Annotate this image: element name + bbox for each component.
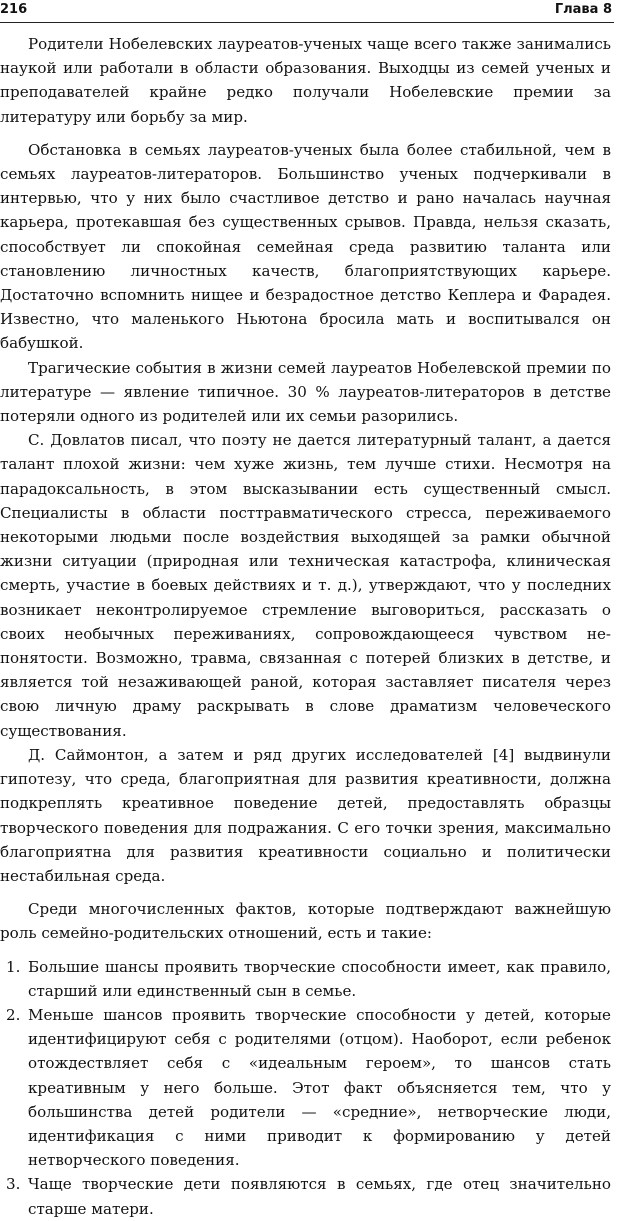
paragraph-5: Д. Саймонтон, а затем и ряд других исследователей [4] выдвинули гипотезу, что среда, благоприятная для развития креативности, должна подкреплять креативное поведение детей, предоставлять образцы творческого поведения для подражания. С его точки зрения, максимально благоприятна для развития креативности социально и политически нестабильная среда.: [0, 745, 611, 885]
facts-list: [0, 955, 611, 1221]
list-item-text: Большие шансы проявить творческие способности имеет, как правило, старший или единственный сын в семье.: [28, 957, 611, 1000]
paragraph-1: Родители Нобелевских лауреатов-ученых чаще всего также занимались наукой или работали в области образования. Выходцы из семей ученых и преподавателей крайне редко получали Нобелевские премии за литературу или борьбу за мир.: [0, 35, 611, 126]
list-item-number: 2.: [6, 1005, 21, 1024]
list-item-text: Чаще творческие дети появляются в семьях, где отец значительно старше матери.: [28, 1175, 611, 1218]
body-text: [0, 32, 611, 1221]
list-item-text: Меньше шансов проявить творческие способности у детей, которые идентифицируют себя с родителями (отцом). Наоборот, если ребенок отождествляет себя с «идеальным героем», то шансов стать креативным у него больше. Этот факт объясняется тем, что у большинства детей родители — «средние», нетворческие люди, идентификация с ними приводит к формированию у детей нетворческого поведения.: [28, 1005, 611, 1170]
paragraph-6: Среди многочисленных фактов, которые подтверждают важнейшую роль семейно-родительских отношений, есть и такие:: [0, 900, 611, 943]
list-item: [0, 1172, 611, 1220]
list-item: [0, 1003, 611, 1172]
list-item-number: 1.: [6, 957, 21, 976]
list-item-number: 3.: [6, 1175, 21, 1194]
paragraph-4: С. Довлатов писал, что поэту не дается литературный талант, а дается талант плохой жизни: чем хуже жизнь, тем лучше стихи. Несмотря на парадоксальность, в этом высказывании есть существенный смысл. Специалисты в области посттравматического стресса, переживаемого некоторыми людьми после воздействия выходящей за рамки обычной жизни ситуации (природная или техническая катастрофа, клиническая смерть, участие в боевых действиях и т. д.), утверждают, что у последних возникает неконтролируемое стремление выговориться, рассказать о своих необычных переживаниях, сопровождающееся чувством непонятости. Возможно, травма, связанная с потерей близких в детстве, и является той незаживающей раной, которая заставляет писателя через свою личную драму раскрывать в слове драматизм человеческого существования.: [0, 431, 611, 740]
page-number: 216: [0, 2, 28, 17]
chapter-label: Глава 8: [554, 2, 612, 17]
paragraph-3: Трагические события в жизни семей лауреатов Нобелевской премии по литературе — явление типичное. 30 % лауреатов-литераторов в детстве потеряли одного из родителей или их семьи разорились.: [0, 358, 611, 426]
list-item: [0, 955, 611, 1003]
paragraph-2: Обстановка в семьях лауреатов-ученых была более стабильной, чем в семьях лауреатов-литераторов. Большинство ученых подчеркивали в интервью, что у них было счастливое детство и рано началась научная карьера, протекавшая без существенных срывов. Правда, нельзя сказать, способствует ли спокойная семейная среда развитию таланта или становлению личностных качеств, благоприятствующих карьере. Достаточно вспомнить нищее и безрадостное детство Кеплера и Фарадея. Известно, что маленького Ньютона бросила мать и воспитывался он бабушкой.: [0, 140, 611, 353]
running-header: [0, 0, 614, 23]
